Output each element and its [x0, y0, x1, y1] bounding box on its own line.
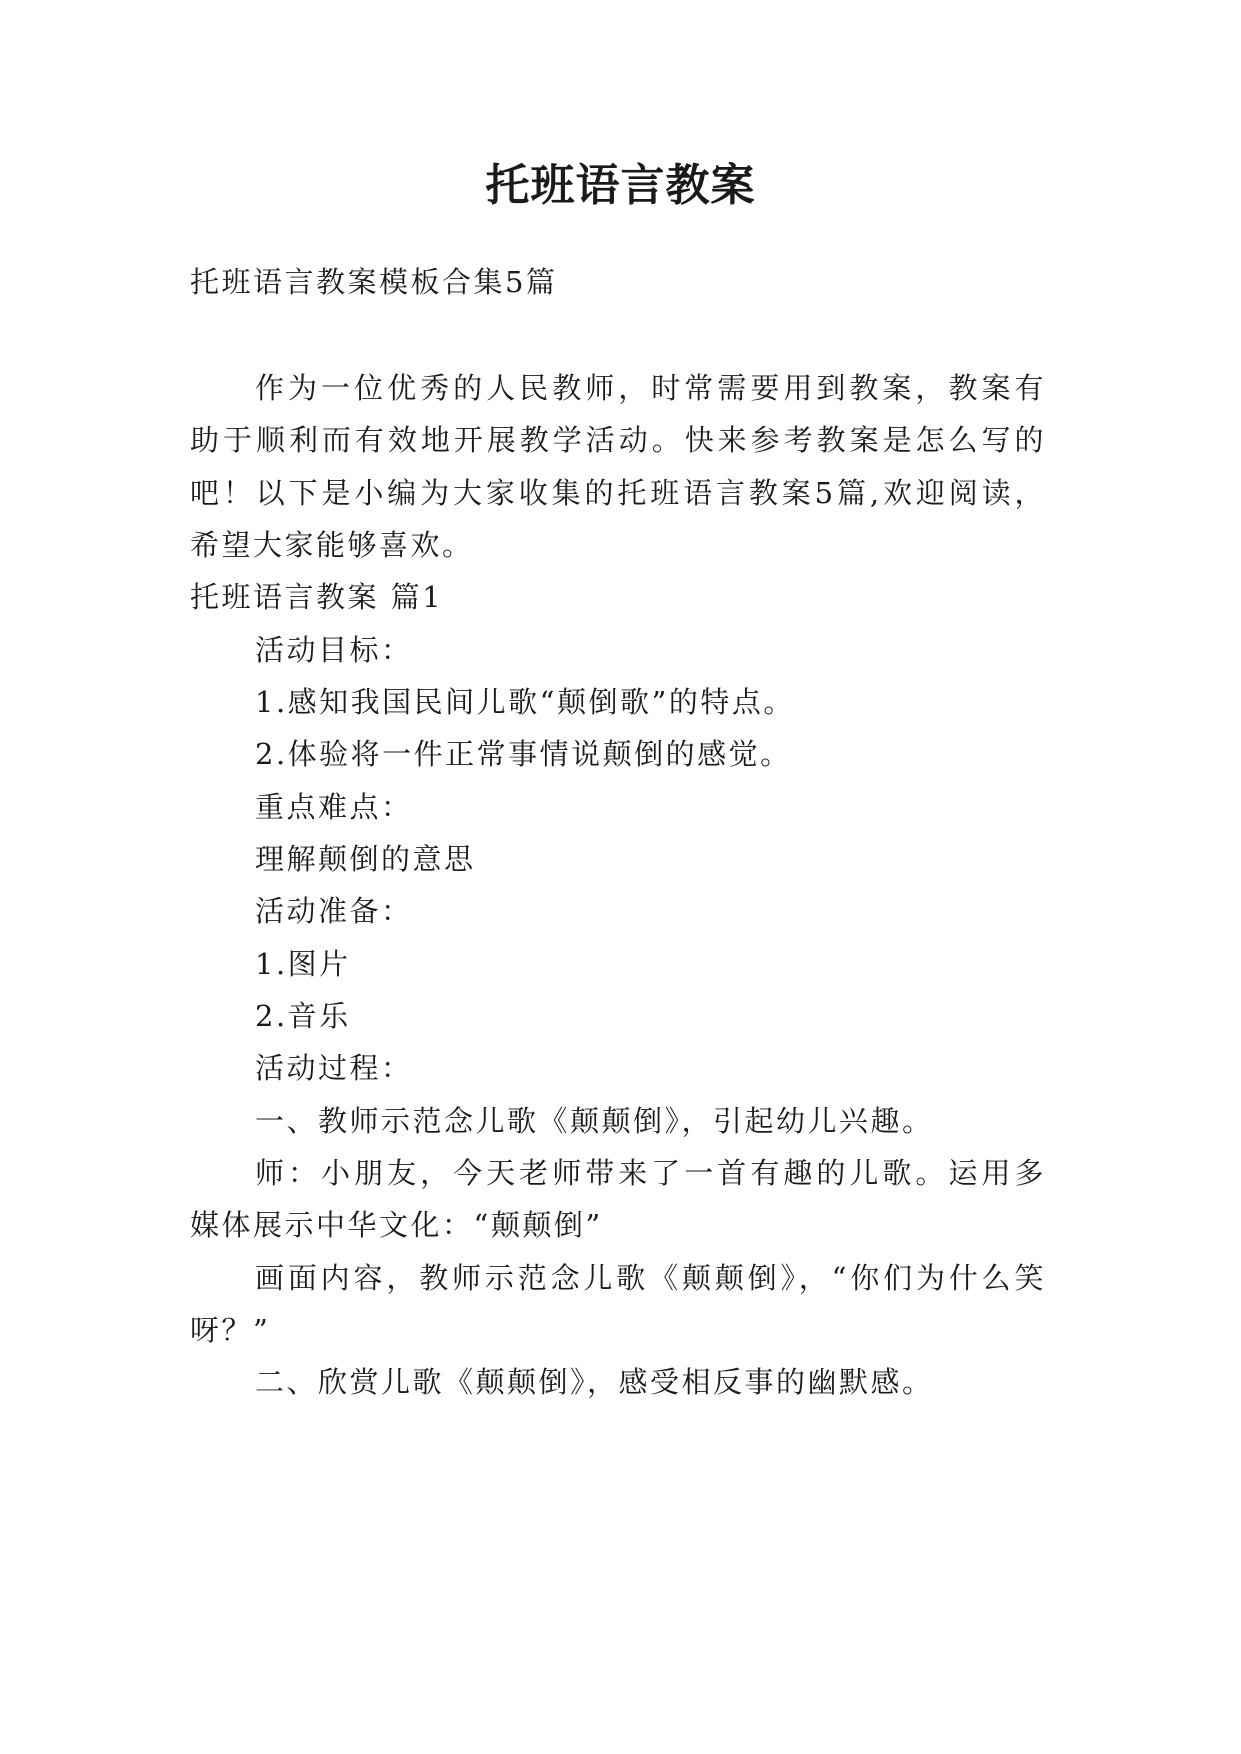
objective-item-1: 1.感知我国民间儿歌“颠倒歌”的特点。 — [255, 685, 795, 719]
key-points-text: 理解颠倒的意思 — [255, 842, 476, 876]
process-line-4: 画面内容，教师示范念儿歌《颠颠倒》，“你们为什么笑 — [255, 1261, 1046, 1295]
document-title: 托班语言教案 — [485, 160, 756, 211]
intro-line-1: 作为一位优秀的人民教师，时常需要用到教案，教案有 — [255, 371, 1046, 405]
objective-item-2: 2.体验将一件正常事情说颠倒的感觉。 — [255, 737, 792, 771]
process-line-3: 媒体展示中华文化：“颠颠倒” — [190, 1208, 603, 1242]
section-heading: 托班语言教案 篇1 — [190, 580, 444, 614]
preparation-item-2: 2.音乐 — [255, 999, 351, 1033]
key-points-heading: 重点难点： — [255, 790, 413, 824]
intro-line-3: 吧！以下是小编为大家收集的托班语言教案5篇,欢迎阅读， — [190, 476, 1046, 510]
document-subtitle: 托班语言教案模板合集5篇 — [190, 265, 558, 299]
process-heading: 活动过程： — [255, 1051, 413, 1085]
intro-line-2: 助于顺利而有效地开展教学活动。快来参考教案是怎么写的 — [190, 423, 1046, 457]
process-line-1: 一、教师示范念儿歌《颠颠倒》，引起幼儿兴趣。 — [255, 1104, 934, 1138]
preparation-item-1: 1.图片 — [255, 947, 351, 981]
process-line-6: 二、欣赏儿歌《颠颠倒》，感受相反事的幽默感。 — [255, 1365, 934, 1399]
preparation-heading: 活动准备： — [255, 894, 413, 928]
objectives-heading: 活动目标： — [255, 633, 413, 667]
process-line-2: 师：小朋友，今天老师带来了一首有趣的儿歌。运用多 — [255, 1156, 1046, 1190]
intro-line-4: 希望大家能够喜欢。 — [190, 528, 474, 562]
process-line-5: 呀？” — [190, 1313, 271, 1347]
